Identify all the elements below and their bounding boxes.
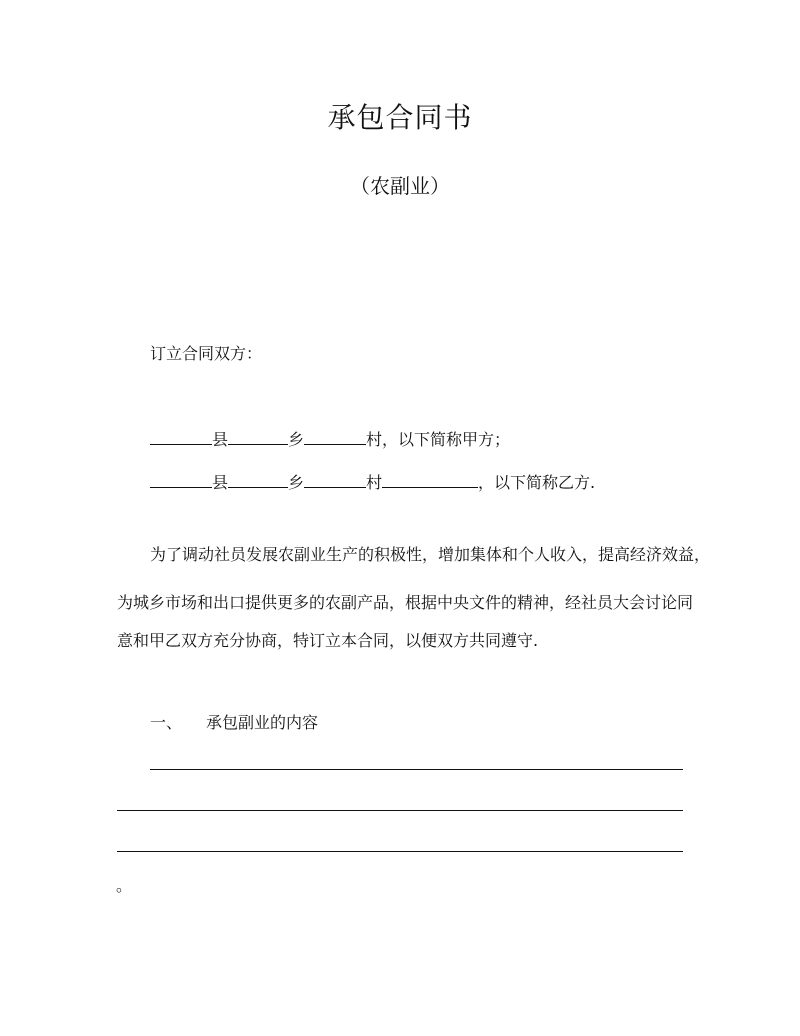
fill-in-line[interactable]	[150, 769, 683, 770]
village-blank[interactable]	[304, 470, 366, 488]
end-mark: 。	[116, 876, 133, 895]
party-a-line	[150, 427, 510, 450]
document-title: 承包合同书	[327, 101, 473, 134]
name-blank[interactable]	[382, 470, 478, 488]
county-blank[interactable]	[150, 470, 212, 488]
party-b-line	[150, 470, 595, 493]
village-label: 村	[366, 473, 383, 492]
parties-heading: 订立合同双方：	[150, 344, 263, 363]
township-label: 乡	[288, 430, 305, 449]
village-label: 村，以下简称甲方；	[366, 430, 511, 449]
fill-in-line[interactable]	[117, 810, 683, 811]
preamble-line: 意和甲乙双方充分协商，特订立本合同，以便双方共同遵守.	[117, 631, 539, 650]
section-title: 承包副业的内容	[206, 713, 319, 732]
county-blank[interactable]	[150, 427, 212, 445]
township-blank[interactable]	[228, 427, 288, 445]
township-label: 乡	[288, 473, 305, 492]
section-number: 一、	[150, 713, 183, 732]
document-subtitle: （农副业）	[350, 174, 450, 198]
township-blank[interactable]	[228, 470, 288, 488]
preamble-line: 为了调动社员发展农副业生产的积极性，增加集体和个人收入，提高经济效益，	[150, 545, 711, 564]
preamble-line: 为城乡市场和出口提供更多的农副产品，根据中央文件的精神，经社员大会讨论同	[117, 593, 694, 612]
county-label: 县	[212, 473, 229, 492]
party-b-suffix: ，以下简称乙方.	[478, 473, 596, 492]
section-1-heading	[150, 713, 318, 733]
village-blank[interactable]	[304, 427, 366, 445]
county-label: 县	[212, 430, 229, 449]
fill-in-line[interactable]	[117, 851, 683, 852]
